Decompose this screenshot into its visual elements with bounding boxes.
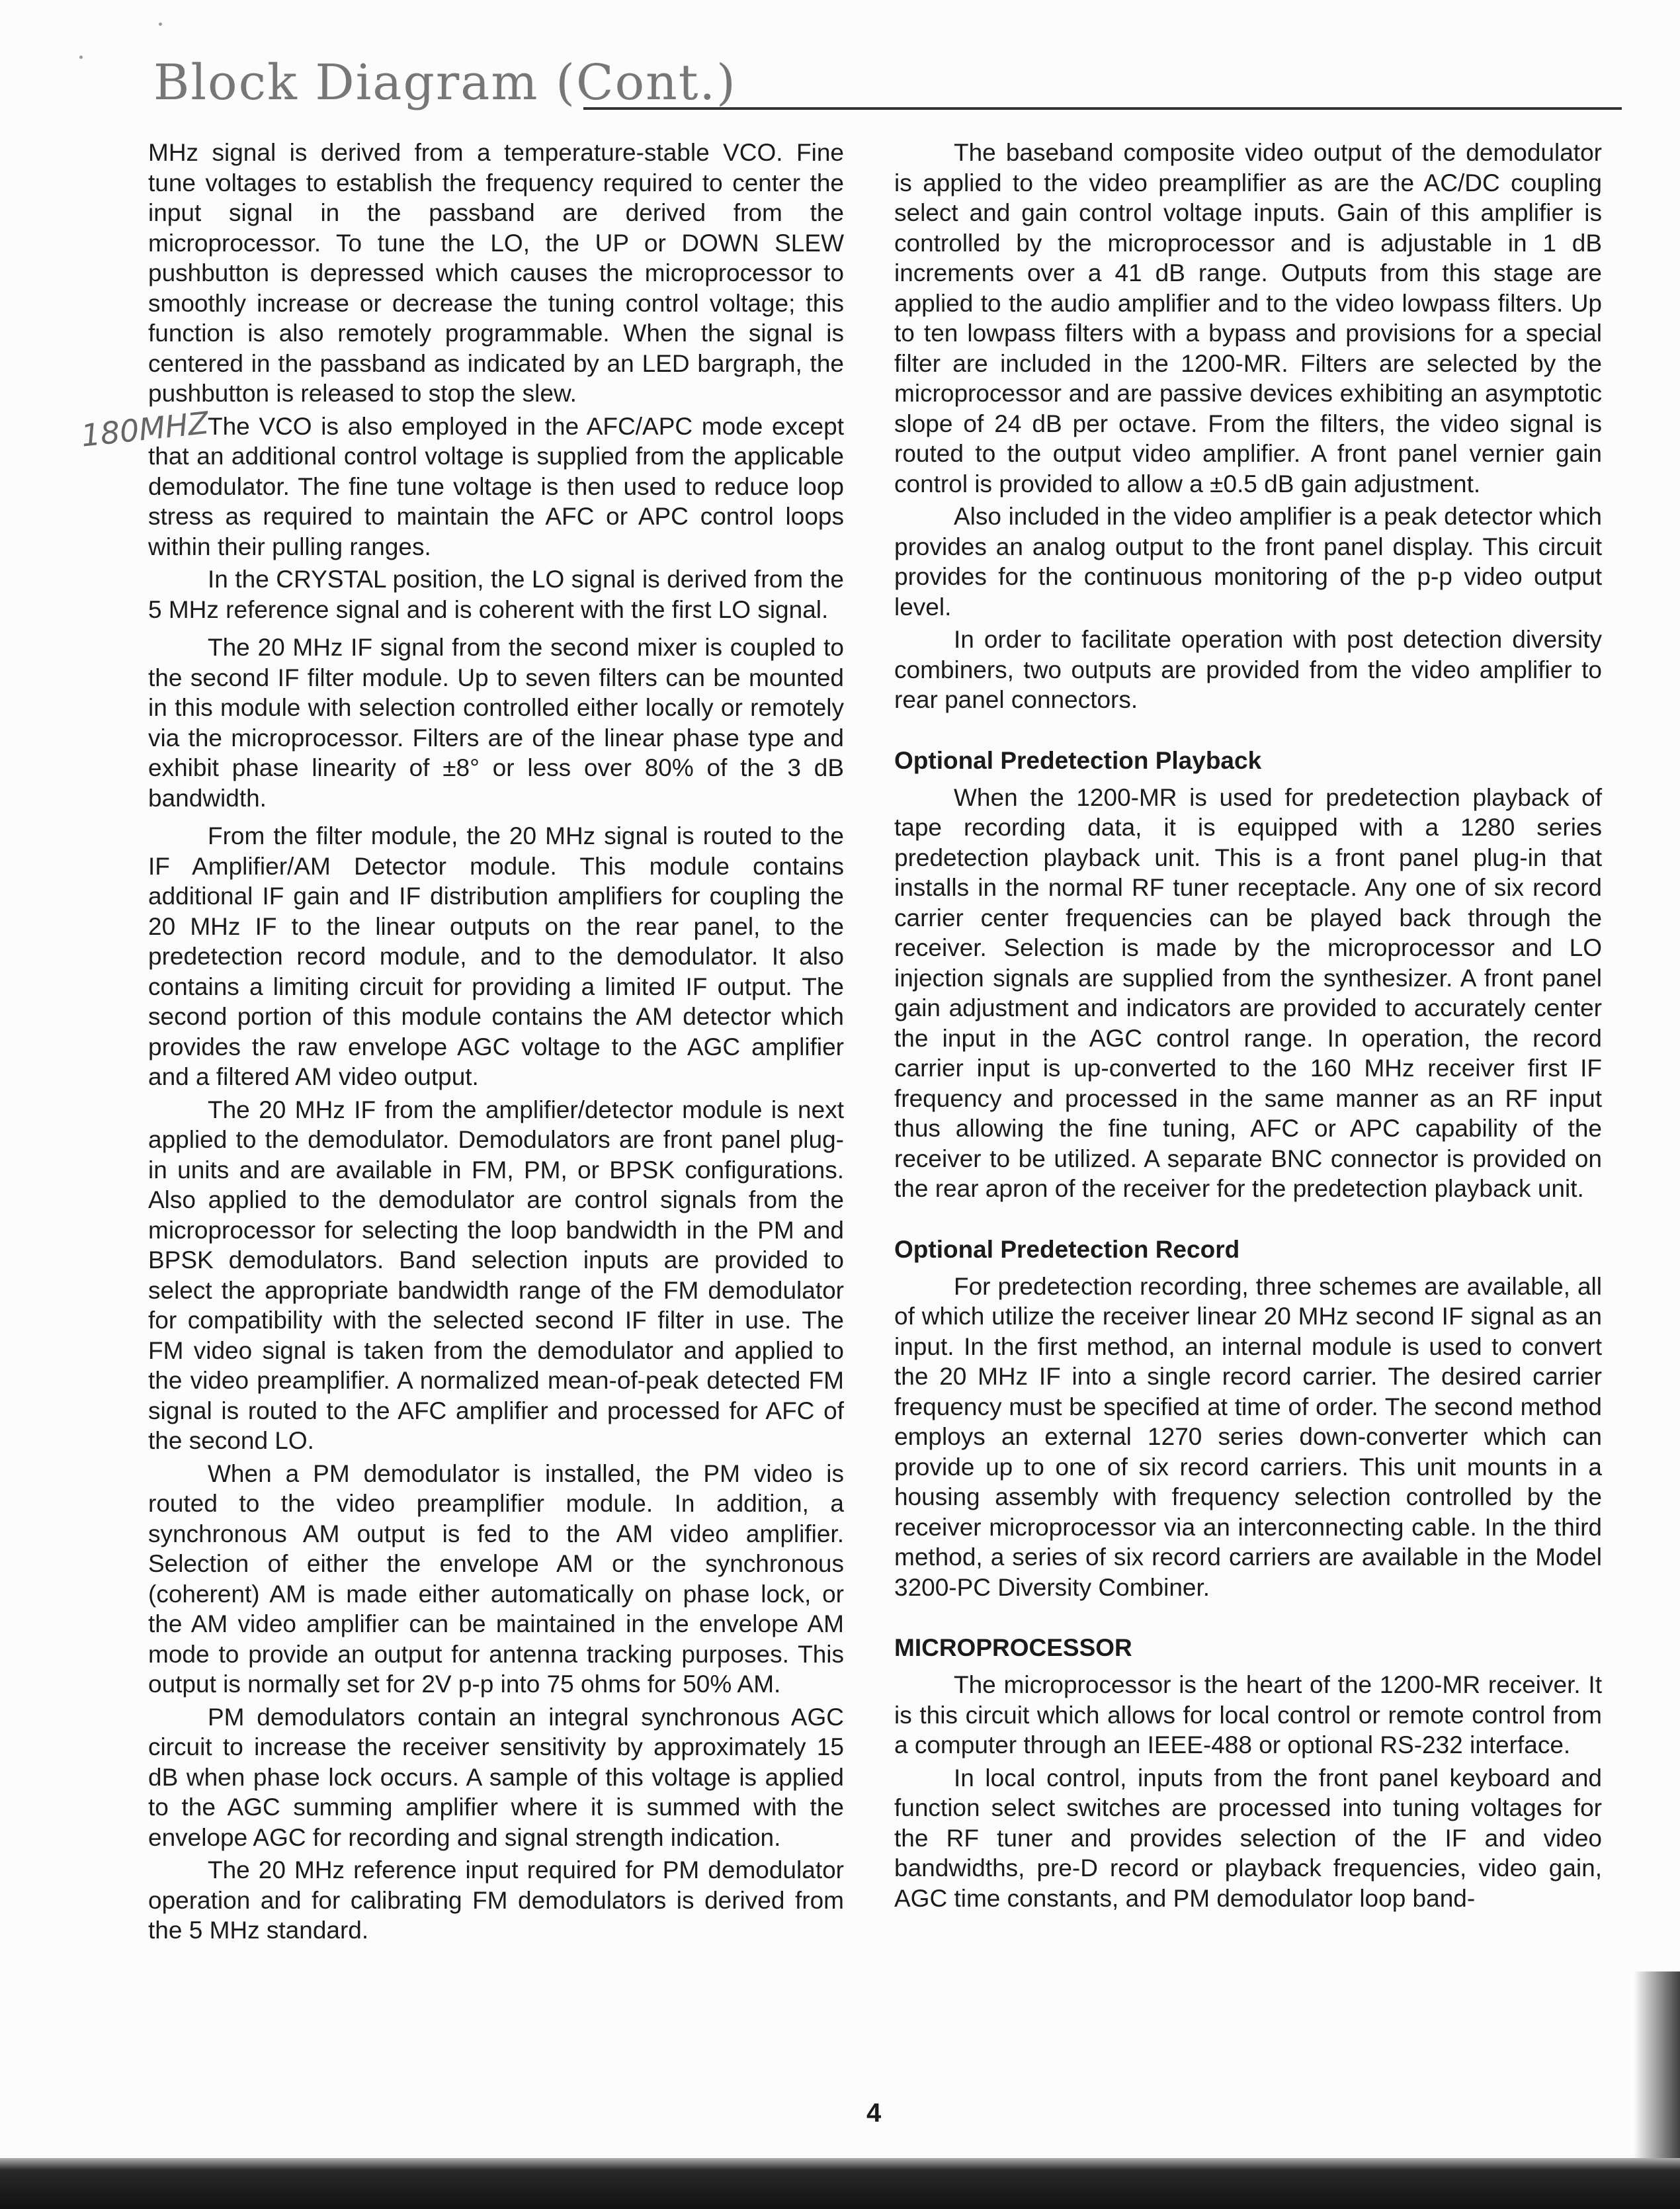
paragraph: When a PM demodulator is installed, the PM video is routed to the video preamplifier module. In addition, a synchronous AM output is fed to the AM video amplifier. Selection of either the envelope AM or the synchronous (coherent) AM is made either automatically on phase lock, or the AM video amplifier can be maintained in the envelope AM mode to provide an output for antenna tracking purposes. This output is normally set for 2V p-p into 75 ohms for 50% AM. <box>148 1459 844 1698</box>
paragraph: The 20 MHz reference input required for PM demodulator operation and for calibrating FM demodulators is derived from the 5 MHz standard. <box>148 1856 844 1944</box>
paragraph: The 20 MHz IF from the amplifier/detector module is next applied to the demodulator. Demodulators are front panel plug-in units and are available in FM, PM, or BPSK configurations. Also applied to the demodulator are control signals from the microprocessor for selecting the loop bandwidth in the PM and BPSK demodulators. Band selection inputs are provided to select the appropriate bandwidth range of the FM demodulator for compatibility with the selected second IF filter in use. The FM video signal is taken from the demodulator and applied to the video preamplifier. A normalized mean-of-peak detected FM signal is routed to the AFC amplifier and processed for AFC of the second LO. <box>148 1096 844 1454</box>
paragraph: The microprocessor is the heart of the 1200-MR receiver. It is this circuit which allows for local control or remote control from a computer through an IEEE-488 or optional RS-232 interface. <box>894 1671 1602 1758</box>
left-column <box>148 138 844 1948</box>
header-rule <box>583 107 1622 110</box>
paragraph: PM demodulators contain an integral synchronous AGC circuit to increase the receiver sensitivity by approximately 15 dB when phase lock occurs. A sample of this voltage is applied to the AGC summing amplifier where it is summed with the envelope AGC for recording and signal strength indication. <box>148 1703 844 1851</box>
page-number: 4 <box>866 2099 882 2128</box>
paragraph: The baseband composite video output of the demodulator is applied to the video preamplifier as are the AC/DC coupling select and gain control voltage inputs. Gain of this amplifier is controlled by the microprocessor and is adjustable in 1 dB increments over a 41 dB range. Outputs from this stage are applied to the audio amplifier and to the video lowpass filters. Up to ten lowpass filters with a bypass and provisions for a special filter are included in the 1200-MR. Filters are selected by the microprocessor and are passive devices exhibiting an asymptotic slope of 24 dB per octave. From the filters, the video signal is routed to the output video amplifier. A front panel vernier gain control is provided to allow a ±0.5 dB gain adjustment. <box>894 139 1602 498</box>
paragraph: In order to facilitate operation with post detection diversity combiners, two outputs are provided from the video amplifier to rear panel connectors. <box>894 626 1602 713</box>
paragraph: For predetection recording, three schemes are available, all of which utilize the receiver linear 20 MHz second IF signal as an input. In the first method, an internal module is used to convert the 20 MHz IF into a single record carrier. The desired carrier frequency must be specified at time of order. The second method employs an external 1270 series down-converter which can provide up to one of six record carriers. This unit mounts in a housing assembly with frequency selection controlled by the receiver microprocessor via an interconnecting cable. In the third method, a series of six record carriers are available in the Model 3200-PC Diversity Combiner. <box>894 1272 1602 1601</box>
paragraph: From the filter module, the 20 MHz signal is routed to the IF Amplifier/AM Detector module. This module contains additional IF gain and IF distribution amplifiers for coupling the 20 MHz IF to the linear outputs on the rear panel, to the predetection record module, and to the demodulator. It also contains a limiting circuit for providing a limited IF output. The second portion of this module contains the AM detector which provides the raw envelope AGC voltage to the AGC amplifier and a filtered AM video output. <box>148 822 844 1090</box>
paragraph: When the 1200-MR is used for predetection playback of tape recording data, it is equipped with a 1280 series predetection playback unit. This is a front panel plug-in that installs in the normal RF tuner receptacle. Any one of six record carrier center frequencies can be played back through the receiver. Selection is made by the microprocessor and LO injection signals are supplied from the synthesizer. A front panel gain adjustment and indicators are provided to accurately center the input in the AGC control range. In operation, the record carrier input is up-converted to the 160 MHz receiver first IF frequency and processed in the same manner as an RF input thus allowing the fine tuning, AFC or APC capability of the receiver to be utilized. A separate BNC connector is provided on the rear apron of the receiver for the predetection playback unit. <box>894 783 1602 1202</box>
paragraph: The 20 MHz IF signal from the second mixer is coupled to the second IF filter module. Up to seven filters can be mounted in this module with selection controlled either locally or remotely via the microprocessor. Filters are of the linear phase type and exhibit phase linearity of ±8° or less over 80% of the 3 dB bandwidth. <box>148 634 844 812</box>
section-heading-record: Optional Predetection Record <box>894 1235 1240 1263</box>
scan-speck <box>159 22 162 26</box>
paragraph: In local control, inputs from the front panel keyboard and function select switches are processed into tuning voltages for the RF tuner and provides selection of the IF and video bandwidths, pre-D record or playback frequencies, video gain, AGC time constants, and PM demodulator loop band- <box>894 1764 1602 1912</box>
scan-speck <box>79 56 83 59</box>
section-heading-microprocessor: MICROPROCESSOR <box>894 1634 1132 1661</box>
paragraph: The VCO is also employed in the AFC/APC mode except that an additional control voltage is supplied from the applicable demodulator. The fine tune voltage is then used to reduce loop stress as required to maintain the AFC or APC control loops within their pulling ranges. <box>148 412 844 560</box>
scan-bottom-edge <box>0 2158 1680 2209</box>
paragraph: Also included in the video amplifier is a peak detector which provides an analog output to the front panel display. This circuit provides for the continuous monitoring of the p-p video output level. <box>894 503 1602 621</box>
page-title: Block Diagram (Cont.) <box>153 54 737 111</box>
section-heading-playback: Optional Predetection Playback <box>894 746 1262 774</box>
scan-edge-shadow <box>1634 1971 1680 2170</box>
handwritten-margin-note: 180MHZ <box>79 404 211 454</box>
paragraph: MHz signal is derived from a temperature-stable VCO. Fine tune voltages to establish the frequency required to center the input signal in the passband are derived from the microprocessor. To tune the LO, the UP or DOWN SLEW pushbutton is depressed which causes the microprocessor to smoothly increase or decrease the tuning control voltage; this function is also remotely programmable. When the signal is centered in the passband as indicated by an LED bargraph, the pushbutton is released to stop the slew. <box>148 139 844 407</box>
page-header <box>153 54 1622 120</box>
right-column <box>894 138 1602 1916</box>
paragraph: In the CRYSTAL position, the LO signal is derived from the 5 MHz reference signal and is coherent with the first LO signal. <box>148 566 844 623</box>
